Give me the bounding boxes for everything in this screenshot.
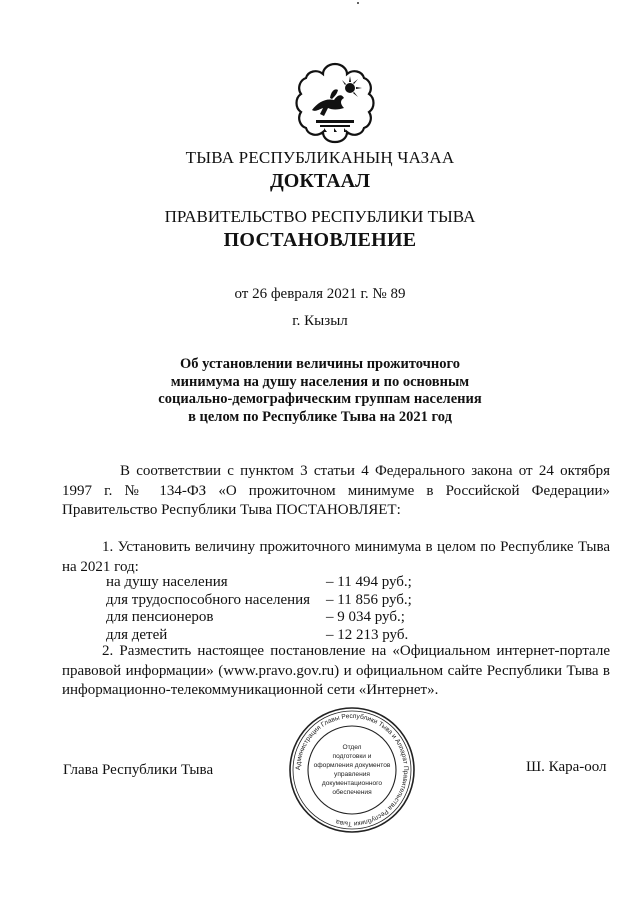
minimum-values-list (106, 574, 506, 644)
document-type-tyvan: ДОКТААЛ (270, 170, 370, 192)
minimum-category: на душу населения (106, 574, 228, 590)
official-seal-stamp (287, 705, 417, 835)
seal-outer-text (295, 713, 409, 827)
subject-line: Об установлении величины прожиточного (180, 356, 460, 372)
seal-inner-line: подготовки и (332, 753, 372, 760)
signatory-title: Глава Республики Тывa (63, 762, 214, 778)
item-2-paragraph: 2. Разместить настоящее постановление на «Официальном интернет-портале правовой информации» (www.pravo.gov.ru) и официальном сайте Республики Тыва в информационно-телекоммуникационной сети «Интернет». (62, 643, 610, 698)
government-name-russian: ПРАВИТЕЛЬСТВО РЕСПУБЛИКИ ТЫВА (164, 207, 476, 226)
minimum-amount: – 11 856 руб.; (326, 591, 412, 608)
subject-line: социально-демографическим группам населения (158, 391, 482, 407)
seal-inner-line: оформления документов (313, 762, 391, 769)
minimum-category: для трудоспособного населения (106, 591, 311, 608)
item-1-paragraph: 1. Установить величину прожиточного минимума в целом по Республике Тыва на 2021 год: (62, 539, 610, 575)
scan-speck (357, 2, 359, 4)
minimum-row (106, 574, 506, 592)
minimum-category: для пенсионеров (106, 609, 214, 625)
minimum-amount: – 11 494 руб.; (326, 574, 412, 590)
subject-line: минимума на душу населения и по основным (170, 373, 470, 390)
minimum-amount: – 9 034 руб.; (326, 609, 405, 625)
minimum-category: для детей (106, 626, 168, 643)
tuva-coat-of-arms-emblem (290, 58, 380, 148)
subject-line: в целом по Республике Тыва на 2021 год (188, 408, 452, 425)
seal-inner-line: документационного (321, 780, 383, 787)
government-name-tyvan: ТЫВА РЕСПУБЛИКАНЫҢ ЧАЗАА (185, 148, 455, 167)
document-subject (0, 356, 640, 426)
seal-inner-line: Отдел (342, 744, 362, 751)
minimum-row (106, 592, 506, 610)
seal-inner-line: обеспечения (332, 789, 372, 796)
seal-outer-text-path: Администрация Главы Республики Тыва и Аппарат Правительства Республики Тыва (294, 712, 410, 828)
document-type-russian: ПОСТАНОВЛЕНИЕ (223, 229, 417, 251)
document-city: г. Кызыл (292, 313, 348, 329)
document-date-number: от 26 февраля 2021 г. № 89 (234, 286, 406, 302)
seal-inner-line: управления (334, 771, 370, 778)
preamble-paragraph: В соответствии с пунктом 3 статьи 4 Федерального закона от 24 октября 1997 г. № 134-ФЗ «О прожиточном минимуме в Российской Федерации» Правительство Республики Тыва ПОСТАНОВЛЯЕТ: (62, 463, 610, 518)
minimum-row (106, 609, 506, 627)
minimum-amount: – 12 213 руб. (326, 626, 409, 643)
signatory-name: Ш. Кара-оол (526, 759, 607, 775)
